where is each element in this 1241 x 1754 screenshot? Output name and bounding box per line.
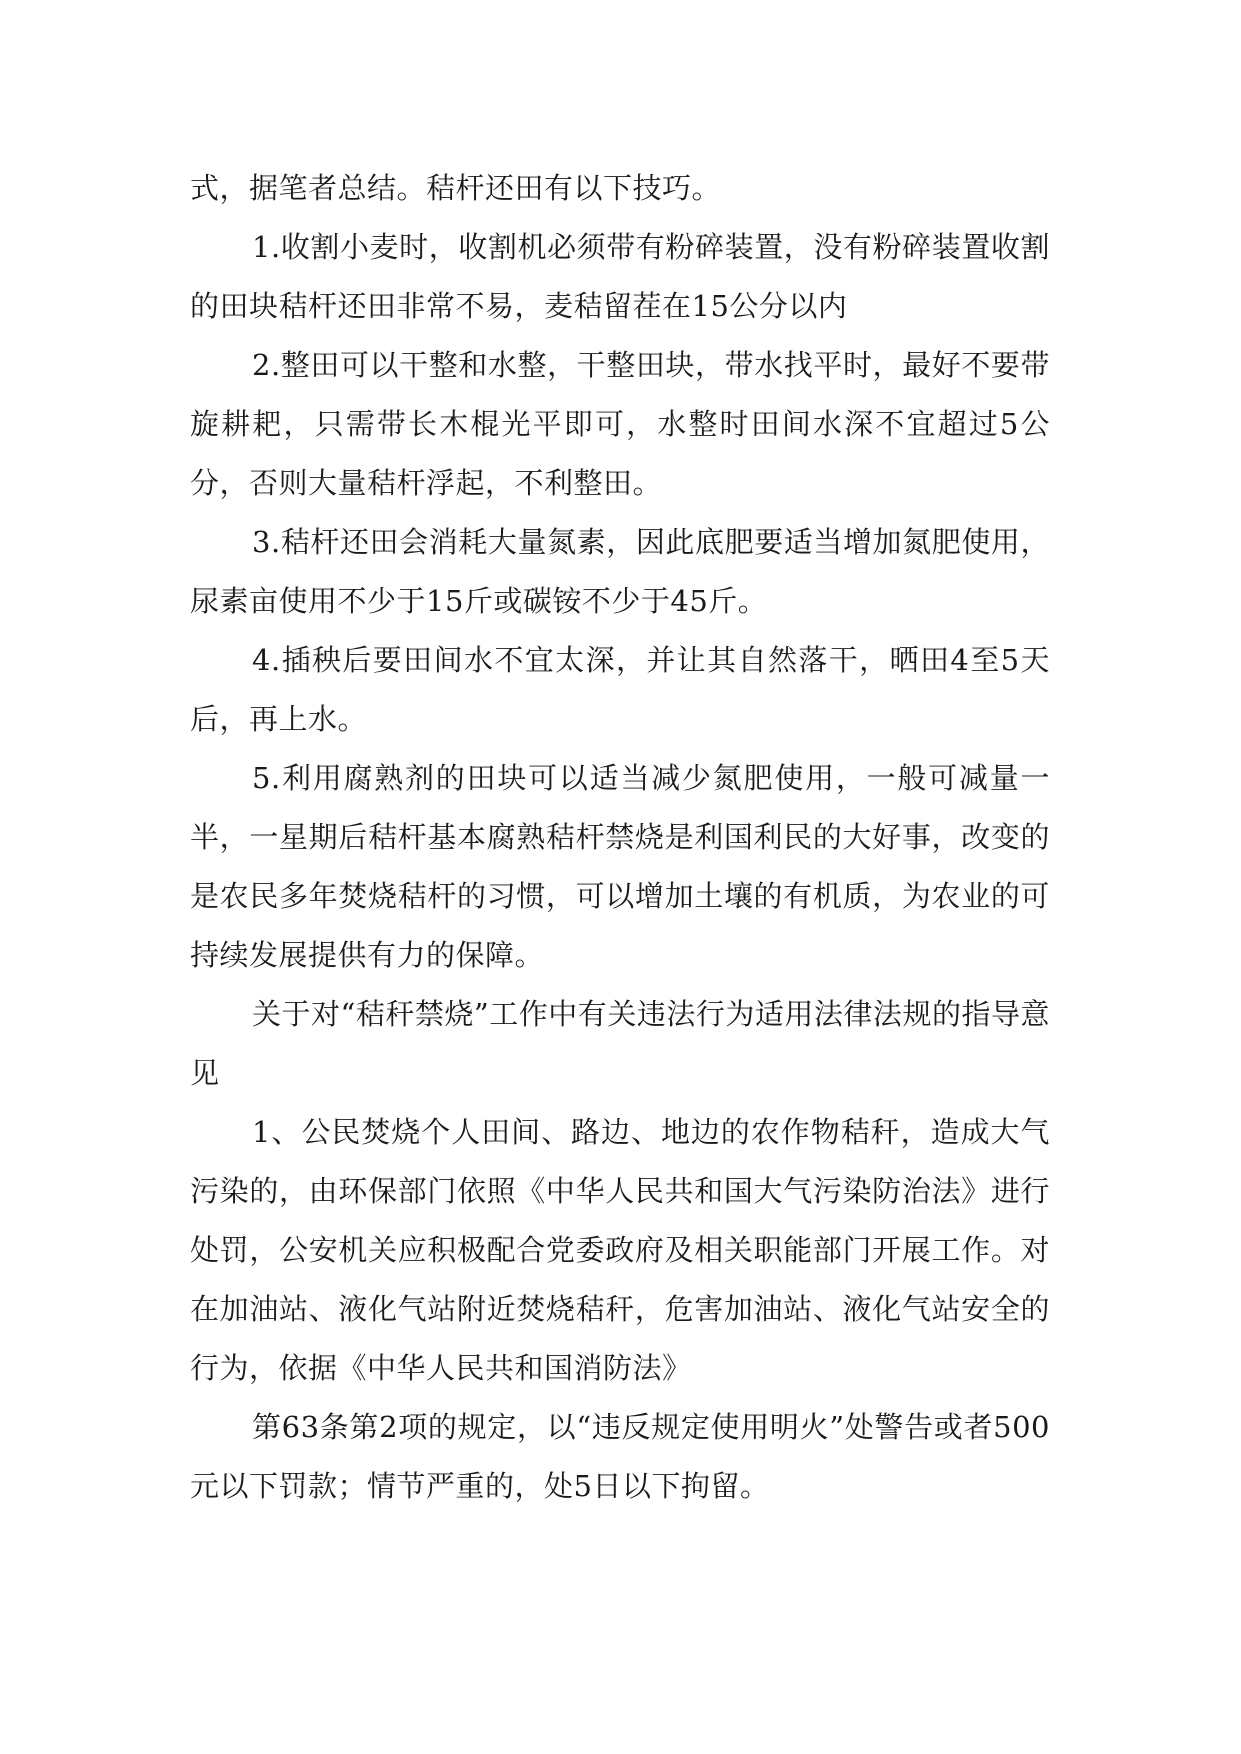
paragraph-guidance-1-continued: 第63条第2项的规定，以“违反规定使用明火”处警告或者500元以下罚款；情节严重的，处5日以下拘留。 [190, 1410, 1050, 1503]
paragraph-tip-5: 5.利用腐熟剂的田块可以适当减少氮肥使用，一般可减量一半，一星期后秸杆基本腐熟秸杆禁烧是利国利民的大好事，改变的是农民多年焚烧秸杆的习惯，可以增加土壤的有机质，为农业的可持续发展提供有力的保障。 [190, 761, 1050, 972]
document-body [190, 159, 1050, 1516]
paragraph-intro-continuation: 式，据笔者总结。秸杆还田有以下技巧。 [190, 171, 722, 205]
section-heading-guidance: 关于对“秸秆禁烧”工作中有关违法行为适用法律法规的指导意见 [190, 997, 1050, 1090]
paragraph-tip-1: 1.收割小麦时，收割机必须带有粉碎装置，没有粉碎装置收割的田块秸杆还田非常不易，麦秸留茬在15公分以内 [190, 230, 1050, 323]
paragraph-guidance-1: 1、公民焚烧个人田间、路边、地边的农作物秸秆，造成大气污染的，由环保部门依照《中华人民共和国大气污染防治法》进行处罚，公安机关应积极配合党委政府及相关职能部门开展工作。对在加油站、液化气站附近焚烧秸秆，危害加油站、液化气站安全的行为，依据《中华人民共和国消防法》 [190, 1115, 1050, 1385]
paragraph-tip-3: 3.秸杆还田会消耗大量氮素，因此底肥要适当增加氮肥使用，尿素亩使用不少于15斤或碳铵不少于45斤。 [190, 525, 1050, 618]
paragraph-tip-4: 4.插秧后要田间水不宜太深，并让其自然落干，晒田4至5天后，再上水。 [190, 643, 1050, 736]
paragraph-tip-2: 2.整田可以干整和水整，干整田块，带水找平时，最好不要带旋耕耙，只需带长木棍光平即可，水整时田间水深不宜超过5公分，否则大量秸杆浮起，不利整田。 [190, 348, 1050, 500]
